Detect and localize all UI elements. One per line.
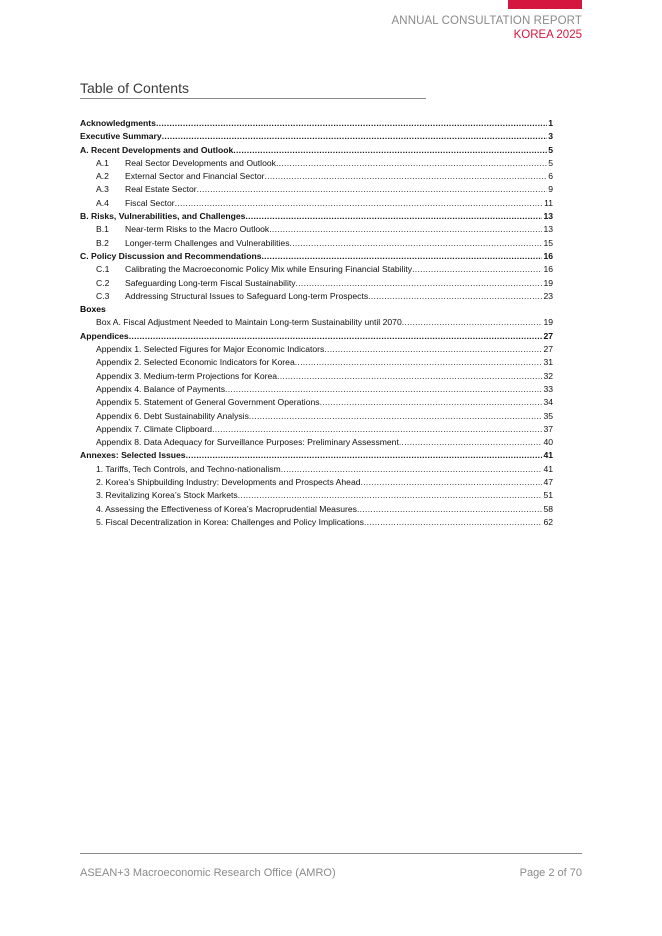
toc-entry-box-a[interactable]: Box A. Fiscal Adjustment Needed to Maintain Long-term Sustainability until 2070 ..... 19 [80, 316, 553, 329]
toc-entry-b1[interactable]: B.1 Near-term Risks to the Macro Outlook ..... 13 [80, 223, 553, 236]
footer-divider [80, 853, 582, 854]
toc-entry-section-c[interactable]: C. Policy Discussion and Recommendations ..... 16 [80, 250, 553, 263]
toc-entry-section-a[interactable]: A. Recent Developments and Outlook ..... 5 [80, 144, 553, 157]
toc-entry-a4[interactable]: A.4 Fiscal Sector ..... 11 [80, 197, 553, 210]
toc-entry-annex-2[interactable]: 2. Korea’s Shipbuilding Industry: Developments and Prospects Ahead ..... 47 [80, 476, 553, 489]
toc-entry-appendix-3[interactable]: Appendix 3. Medium-term Projections for Korea ..... 32 [80, 370, 553, 383]
toc-entry-c1[interactable]: C.1 Calibrating the Macroeconomic Policy Mix while Ensuring Financial Stability ..... 16 [80, 263, 553, 276]
toc-entry-appendix-5[interactable]: Appendix 5. Statement of General Government Operations ..... 34 [80, 396, 553, 409]
footer-organization: ASEAN+3 Macroeconomic Research Office (AMRO) [80, 867, 336, 879]
toc-entry-appendices[interactable]: Appendices ..... 27 [80, 330, 553, 343]
title-divider [80, 98, 426, 99]
report-title: ANNUAL CONSULTATION REPORT [391, 15, 582, 27]
toc-entry-c2[interactable]: C.2 Safeguarding Long-term Fiscal Sustainability ..... 19 [80, 277, 553, 290]
page-title: Table of Contents [80, 80, 189, 96]
header-accent-bar [508, 0, 582, 9]
toc-entry-a2[interactable]: A.2 External Sector and Financial Sector ..... 6 [80, 170, 553, 183]
toc-entry-appendix-2[interactable]: Appendix 2. Selected Economic Indicators for Korea ..... 31 [80, 356, 553, 369]
toc-entry-appendix-1[interactable]: Appendix 1. Selected Figures for Major Economic Indicators ..... 27 [80, 343, 553, 356]
toc-entry-b2[interactable]: B.2 Longer-term Challenges and Vulnerabilities ..... 15 [80, 237, 553, 250]
toc-entry-annex-4[interactable]: 4. Assessing the Effectiveness of Korea’s Macroprudential Measures ..... 58 [80, 503, 553, 516]
toc-entry-annex-5[interactable]: 5. Fiscal Decentralization in Korea: Challenges and Policy Implications ..... 62 [80, 516, 553, 529]
toc-entry-section-b[interactable]: B. Risks, Vulnerabilities, and Challenges ..... 13 [80, 210, 553, 223]
toc-entry-a1[interactable]: A.1 Real Sector Developments and Outlook ..... 5 [80, 157, 553, 170]
footer-page-number: Page 2 of 70 [519, 867, 582, 879]
toc-entry-annex-3[interactable]: 3. Revitalizing Korea’s Stock Markets ..... 51 [80, 489, 553, 502]
toc-entry-acknowledgments[interactable]: Acknowledgments ..... 1 [80, 117, 553, 130]
toc-entry-annexes[interactable]: Annexes: Selected Issues ..... 41 [80, 449, 553, 462]
toc-entry-appendix-8[interactable]: Appendix 8. Data Adequacy for Surveillance Purposes: Preliminary Assessment ..... 40 [80, 436, 553, 449]
table-of-contents [80, 117, 553, 529]
toc-entry-appendix-6[interactable]: Appendix 6. Debt Sustainability Analysis ..... 35 [80, 410, 553, 423]
toc-heading-boxes: Boxes [80, 304, 106, 315]
toc-entry-appendix-4[interactable]: Appendix 4. Balance of Payments ..... 33 [80, 383, 553, 396]
toc-entry-a3[interactable]: A.3 Real Estate Sector ..... 9 [80, 183, 553, 196]
toc-entry-annex-1[interactable]: 1. Tariffs, Tech Controls, and Techno-nationalism ..... 41 [80, 463, 553, 476]
country-year: KOREA 2025 [513, 29, 582, 41]
toc-entry-c3[interactable]: C.3 Addressing Structural Issues to Safeguard Long-term Prospects ..... 23 [80, 290, 553, 303]
toc-entry-executive-summary[interactable]: Executive Summary ..... 3 [80, 130, 553, 143]
toc-entry-appendix-7[interactable]: Appendix 7. Climate Clipboard ..... 37 [80, 423, 553, 436]
